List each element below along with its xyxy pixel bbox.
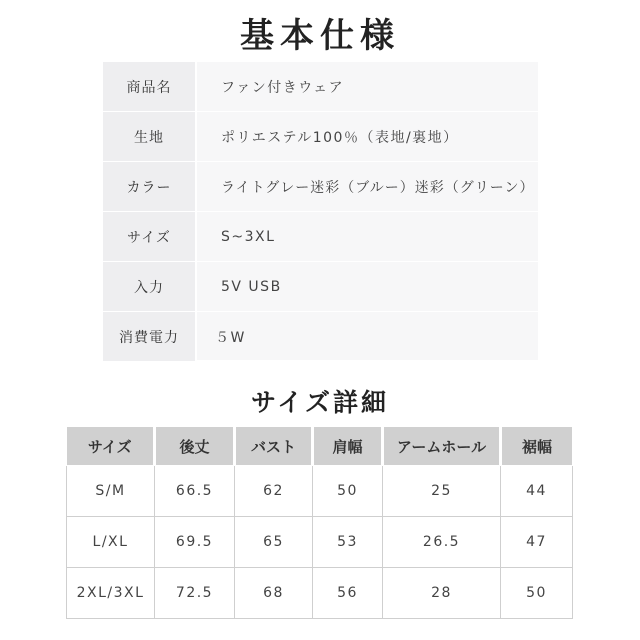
size-table-header-row <box>67 427 573 466</box>
table-cell: S/M <box>67 466 155 517</box>
table-cell: 56 <box>313 568 383 619</box>
table-cell: 44 <box>501 466 573 517</box>
table-cell: 72.5 <box>155 568 235 619</box>
table-cell: 62 <box>235 466 313 517</box>
spec-row-size <box>103 212 538 262</box>
table-cell: 65 <box>235 517 313 568</box>
size-table <box>66 426 573 619</box>
column-header-size: サイズ <box>67 427 155 466</box>
spec-label: 入力 <box>103 262 197 311</box>
spec-row-color <box>103 162 538 212</box>
column-header-shoulder: 肩幅 <box>313 427 383 466</box>
table-cell: 2XL/3XL <box>67 568 155 619</box>
column-header-armhole: アームホール <box>383 427 501 466</box>
spec-title: 基本仕様 <box>240 16 400 56</box>
spec-label: 生地 <box>103 112 197 161</box>
spec-value: ファン付きウェア <box>221 79 345 96</box>
spec-label: 商品名 <box>103 62 197 111</box>
spec-row-product-name <box>103 62 538 112</box>
table-cell: 50 <box>313 466 383 517</box>
table-cell: 68 <box>235 568 313 619</box>
spec-value: S~3XL <box>221 228 276 245</box>
table-row <box>67 517 573 568</box>
table-cell: 50 <box>501 568 573 619</box>
table-cell: 66.5 <box>155 466 235 517</box>
size-detail-title: サイズ詳細 <box>250 388 389 417</box>
table-row <box>67 466 573 517</box>
table-cell: 25 <box>383 466 501 517</box>
table-row <box>67 568 573 619</box>
spec-label: 消費電力 <box>103 312 197 361</box>
spec-label: サイズ <box>103 212 197 261</box>
spec-row-input <box>103 262 538 312</box>
column-header-bust: バスト <box>235 427 313 466</box>
table-cell: 47 <box>501 517 573 568</box>
table-cell: L/XL <box>67 517 155 568</box>
spec-value: ５W <box>215 329 246 346</box>
table-cell: 53 <box>313 517 383 568</box>
spec-row-power <box>103 312 538 361</box>
spec-value: ポリエステル100％（表地/裏地） <box>221 129 459 146</box>
table-cell: 26.5 <box>383 517 501 568</box>
column-header-length: 後丈 <box>155 427 235 466</box>
spec-value: 5V USB <box>221 278 282 295</box>
spec-label: カラー <box>103 162 197 211</box>
column-header-hem: 裾幅 <box>501 427 573 466</box>
spec-value: ライトグレー迷彩（ブルー）迷彩（グリーン） <box>221 179 535 196</box>
table-cell: 28 <box>383 568 501 619</box>
spec-table <box>103 62 538 360</box>
spec-row-fabric <box>103 112 538 162</box>
table-cell: 69.5 <box>155 517 235 568</box>
